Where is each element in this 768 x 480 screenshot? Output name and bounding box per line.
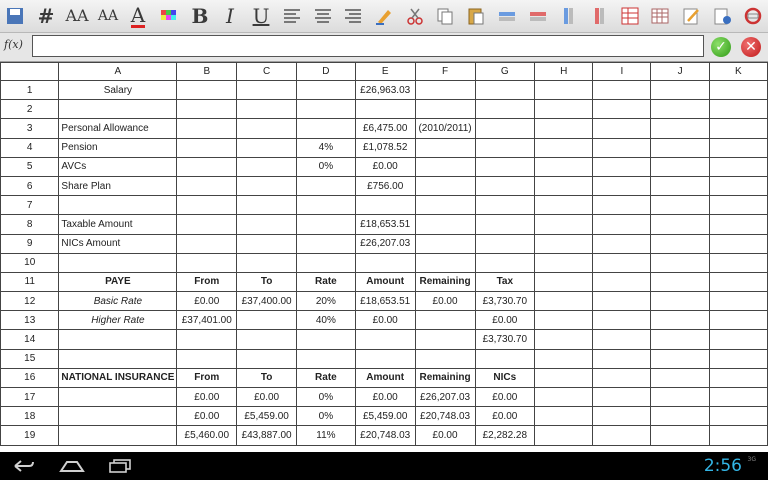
corner-cell[interactable] xyxy=(1,63,59,81)
cell-e19[interactable]: £20,748.03 xyxy=(355,426,415,445)
cell-i5[interactable] xyxy=(593,157,651,176)
row-header[interactable]: 8 xyxy=(1,215,59,234)
cell-f7[interactable] xyxy=(415,196,475,215)
cell-a7[interactable] xyxy=(59,196,177,215)
cell-j18[interactable] xyxy=(651,407,709,426)
cell-i17[interactable] xyxy=(593,388,651,407)
cell-f2[interactable] xyxy=(415,100,475,119)
cell-g10[interactable] xyxy=(475,253,535,272)
row-header[interactable]: 13 xyxy=(1,311,59,330)
cell-fill-color-icon[interactable] xyxy=(156,3,182,29)
row-header[interactable]: 6 xyxy=(1,176,59,195)
cell-e12[interactable]: £18,653.51 xyxy=(355,292,415,311)
cell-i1[interactable] xyxy=(593,81,651,100)
table-row xyxy=(1,330,768,349)
cell-e4[interactable]: £1,078.52 xyxy=(355,138,415,157)
cell-k4[interactable] xyxy=(709,138,767,157)
cell-c5[interactable] xyxy=(237,157,297,176)
column-header-c[interactable]: C xyxy=(237,63,297,81)
cell-f8[interactable] xyxy=(415,215,475,234)
row-header[interactable]: 17 xyxy=(1,388,59,407)
cell-d13[interactable]: 40% xyxy=(297,311,356,330)
column-header-h[interactable]: H xyxy=(535,63,593,81)
cell-j15[interactable] xyxy=(651,349,709,368)
cell-d1[interactable] xyxy=(297,81,356,100)
cell-d12[interactable]: 20% xyxy=(297,292,356,311)
cell-g1[interactable] xyxy=(475,81,535,100)
cell-h15[interactable] xyxy=(535,349,593,368)
cell-i14[interactable] xyxy=(593,330,651,349)
cell-b2[interactable] xyxy=(177,100,237,119)
cell-j2[interactable] xyxy=(651,100,709,119)
accept-check-icon[interactable]: ✓ xyxy=(711,37,731,57)
cell-h13[interactable] xyxy=(535,311,593,330)
cell-h4[interactable] xyxy=(535,138,593,157)
cell-e1[interactable]: £26,963.03 xyxy=(355,81,415,100)
column-header-f[interactable]: F xyxy=(415,63,475,81)
column-header-j[interactable]: J xyxy=(651,63,709,81)
cell-e16[interactable]: Amount xyxy=(355,368,415,387)
row-header[interactable]: 4 xyxy=(1,138,59,157)
align-right-icon[interactable] xyxy=(340,3,366,29)
fx-label: f(x) xyxy=(4,38,23,51)
insert-column-icon[interactable] xyxy=(555,3,581,29)
cell-b8[interactable] xyxy=(177,215,237,234)
row-header[interactable]: 16 xyxy=(1,368,59,387)
cell-c8[interactable] xyxy=(237,215,297,234)
clear-format-icon[interactable] xyxy=(371,3,397,29)
cell-b1[interactable] xyxy=(177,81,237,100)
cell-f6[interactable] xyxy=(415,176,475,195)
cell-j16[interactable] xyxy=(651,368,709,387)
table-row xyxy=(1,119,768,138)
cell-h14[interactable] xyxy=(535,330,593,349)
cell-i13[interactable] xyxy=(593,311,651,330)
cell-e18[interactable]: £5,459.00 xyxy=(355,407,415,426)
cell-j7[interactable] xyxy=(651,196,709,215)
table-row xyxy=(1,253,768,272)
row-header[interactable]: 7 xyxy=(1,196,59,215)
cell-g9[interactable] xyxy=(475,234,535,253)
table-row xyxy=(1,388,768,407)
cell-f10[interactable] xyxy=(415,253,475,272)
cell-i18[interactable] xyxy=(593,407,651,426)
cell-b10[interactable] xyxy=(177,253,237,272)
cell-b11[interactable]: From xyxy=(177,272,237,291)
cell-j6[interactable] xyxy=(651,176,709,195)
cell-g5[interactable] xyxy=(475,157,535,176)
paste-icon[interactable] xyxy=(463,3,489,29)
cell-e3[interactable]: £6,475.00 xyxy=(355,119,415,138)
table-row xyxy=(1,81,768,100)
cell-h18[interactable] xyxy=(535,407,593,426)
cell-k15[interactable] xyxy=(709,349,767,368)
table-row xyxy=(1,349,768,368)
sheet-table xyxy=(0,62,768,446)
cell-d18[interactable]: 0% xyxy=(297,407,356,426)
cell-j13[interactable] xyxy=(651,311,709,330)
cell-a1[interactable]: Salary xyxy=(59,81,177,100)
cell-e7[interactable] xyxy=(355,196,415,215)
cell-h6[interactable] xyxy=(535,176,593,195)
edit-note-icon[interactable] xyxy=(678,3,704,29)
cell-g13[interactable]: £0.00 xyxy=(475,311,535,330)
cell-d10[interactable] xyxy=(297,253,356,272)
cell-c9[interactable] xyxy=(237,234,297,253)
cell-e11[interactable]: Amount xyxy=(355,272,415,291)
cell-f15[interactable] xyxy=(415,349,475,368)
cell-g6[interactable] xyxy=(475,176,535,195)
cell-a9[interactable]: NICs Amount xyxy=(59,234,177,253)
cell-k19[interactable] xyxy=(709,426,767,445)
column-header-row xyxy=(1,63,768,81)
cell-d5[interactable]: 0% xyxy=(297,157,356,176)
column-header-i[interactable]: I xyxy=(593,63,651,81)
italic-icon[interactable]: I xyxy=(226,4,234,28)
borders-icon[interactable] xyxy=(617,3,643,29)
cell-k9[interactable] xyxy=(709,234,767,253)
back-icon[interactable] xyxy=(4,454,44,478)
cell-f14[interactable] xyxy=(415,330,475,349)
row-header[interactable]: 12 xyxy=(1,292,59,311)
cell-c6[interactable] xyxy=(237,176,297,195)
cell-a18[interactable] xyxy=(59,407,177,426)
cell-i8[interactable] xyxy=(593,215,651,234)
column-header-b[interactable]: B xyxy=(177,63,237,81)
cell-c12[interactable]: £37,400.00 xyxy=(237,292,297,311)
cell-i11[interactable] xyxy=(593,272,651,291)
cell-k11[interactable] xyxy=(709,272,767,291)
row-header[interactable]: 9 xyxy=(1,234,59,253)
cell-a17[interactable] xyxy=(59,388,177,407)
cell-a19[interactable] xyxy=(59,426,177,445)
cell-j5[interactable] xyxy=(651,157,709,176)
cell-d6[interactable] xyxy=(297,176,356,195)
table-row xyxy=(1,196,768,215)
cell-b7[interactable] xyxy=(177,196,237,215)
cell-b15[interactable] xyxy=(177,349,237,368)
cell-h12[interactable] xyxy=(535,292,593,311)
cell-f11[interactable]: Remaining xyxy=(415,272,475,291)
cell-c3[interactable] xyxy=(237,119,297,138)
cell-d19[interactable]: 11% xyxy=(297,426,356,445)
cell-b18[interactable]: £0.00 xyxy=(177,407,237,426)
cell-c7[interactable] xyxy=(237,196,297,215)
undo-icon[interactable] xyxy=(740,3,766,29)
font-color-icon[interactable]: A xyxy=(130,2,146,27)
cell-a5[interactable]: AVCs xyxy=(59,157,177,176)
cell-a10[interactable] xyxy=(59,253,177,272)
row-header[interactable]: 10 xyxy=(1,253,59,272)
cell-i2[interactable] xyxy=(593,100,651,119)
cell-k17[interactable] xyxy=(709,388,767,407)
table-row xyxy=(1,215,768,234)
cell-j8[interactable] xyxy=(651,215,709,234)
cell-d7[interactable] xyxy=(297,196,356,215)
align-center-icon[interactable] xyxy=(310,3,336,29)
cell-a3[interactable]: Personal Allowance xyxy=(59,119,177,138)
cell-i7[interactable] xyxy=(593,196,651,215)
cell-e2[interactable] xyxy=(355,100,415,119)
cell-b14[interactable] xyxy=(177,330,237,349)
align-left-icon[interactable] xyxy=(279,3,305,29)
cell-b16[interactable]: From xyxy=(177,368,237,387)
cell-b13[interactable]: £37,401.00 xyxy=(177,311,237,330)
cell-i4[interactable] xyxy=(593,138,651,157)
cell-b3[interactable] xyxy=(177,119,237,138)
row-header[interactable]: 1 xyxy=(1,81,59,100)
cell-e17[interactable]: £0.00 xyxy=(355,388,415,407)
row-header[interactable]: 19 xyxy=(1,426,59,445)
cell-g3[interactable] xyxy=(475,119,535,138)
cell-e8[interactable]: £18,653.51 xyxy=(355,215,415,234)
cell-k5[interactable] xyxy=(709,157,767,176)
cell-k2[interactable] xyxy=(709,100,767,119)
cell-c10[interactable] xyxy=(237,253,297,272)
cell-c4[interactable] xyxy=(237,138,297,157)
cell-a8[interactable]: Taxable Amount xyxy=(59,215,177,234)
cell-h17[interactable] xyxy=(535,388,593,407)
cell-j11[interactable] xyxy=(651,272,709,291)
cell-a2[interactable] xyxy=(59,100,177,119)
bold-icon[interactable]: B xyxy=(191,4,209,28)
cell-f9[interactable] xyxy=(415,234,475,253)
cell-a11[interactable]: PAYE xyxy=(59,272,177,291)
cell-k12[interactable] xyxy=(709,292,767,311)
cell-d11[interactable]: Rate xyxy=(297,272,356,291)
cell-c2[interactable] xyxy=(237,100,297,119)
delete-column-icon[interactable] xyxy=(586,3,612,29)
cell-h8[interactable] xyxy=(535,215,593,234)
cell-g19[interactable]: £2,282.28 xyxy=(475,426,535,445)
cell-d14[interactable] xyxy=(297,330,356,349)
cell-a15[interactable] xyxy=(59,349,177,368)
table-icon[interactable] xyxy=(647,3,673,29)
cell-k16[interactable] xyxy=(709,368,767,387)
cell-h3[interactable] xyxy=(535,119,593,138)
table-row xyxy=(1,138,768,157)
cell-f12[interactable]: £0.00 xyxy=(415,292,475,311)
formula-input[interactable] xyxy=(32,35,704,57)
cell-c19[interactable]: £43,887.00 xyxy=(237,426,297,445)
cell-g2[interactable] xyxy=(475,100,535,119)
cell-e14[interactable] xyxy=(355,330,415,349)
cell-a16[interactable]: NATIONAL INSURANCE xyxy=(59,368,177,387)
cell-j1[interactable] xyxy=(651,81,709,100)
column-header-e[interactable]: E xyxy=(355,63,415,81)
cell-j3[interactable] xyxy=(651,119,709,138)
cell-g8[interactable] xyxy=(475,215,535,234)
cell-c1[interactable] xyxy=(237,81,297,100)
column-header-d[interactable]: D xyxy=(297,63,356,81)
insert-row-icon[interactable] xyxy=(494,3,520,29)
row-header[interactable]: 11 xyxy=(1,272,59,291)
spreadsheet-grid xyxy=(0,62,768,452)
cell-i10[interactable] xyxy=(593,253,651,272)
cell-i6[interactable] xyxy=(593,176,651,195)
cell-c13[interactable] xyxy=(237,311,297,330)
signal-indicator: 3G xyxy=(747,456,756,463)
cell-g11[interactable]: Tax xyxy=(475,272,535,291)
delete-row-icon[interactable] xyxy=(525,3,551,29)
cell-i9[interactable] xyxy=(593,234,651,253)
cell-g16[interactable]: NICs xyxy=(475,368,535,387)
table-row xyxy=(1,272,768,291)
cell-d8[interactable] xyxy=(297,215,356,234)
table-row xyxy=(1,311,768,330)
cell-f5[interactable] xyxy=(415,157,475,176)
cell-e6[interactable]: £756.00 xyxy=(355,176,415,195)
cell-i19[interactable] xyxy=(593,426,651,445)
cell-j4[interactable] xyxy=(651,138,709,157)
cell-f18[interactable]: £20,748.03 xyxy=(415,407,475,426)
cell-a6[interactable]: Share Plan xyxy=(59,176,177,195)
cell-e9[interactable]: £26,207.03 xyxy=(355,234,415,253)
cell-k13[interactable] xyxy=(709,311,767,330)
cell-h16[interactable] xyxy=(535,368,593,387)
table-row xyxy=(1,176,768,195)
cell-h9[interactable] xyxy=(535,234,593,253)
home-icon[interactable] xyxy=(52,454,92,478)
cell-j14[interactable] xyxy=(651,330,709,349)
cell-h10[interactable] xyxy=(535,253,593,272)
clock: 2:56 xyxy=(703,456,742,476)
cell-c17[interactable]: £0.00 xyxy=(237,388,297,407)
font-size-decrease-icon[interactable]: AA xyxy=(97,8,119,24)
cell-j10[interactable] xyxy=(651,253,709,272)
number-format-icon[interactable]: # xyxy=(37,4,55,28)
cell-b6[interactable] xyxy=(177,176,237,195)
cell-h5[interactable] xyxy=(535,157,593,176)
cell-b12[interactable]: £0.00 xyxy=(177,292,237,311)
cell-g14[interactable]: £3,730.70 xyxy=(475,330,535,349)
cell-h2[interactable] xyxy=(535,100,593,119)
android-navigation-bar xyxy=(0,452,768,480)
cell-i3[interactable] xyxy=(593,119,651,138)
cell-k3[interactable] xyxy=(709,119,767,138)
row-header[interactable]: 2 xyxy=(1,100,59,119)
cell-d9[interactable] xyxy=(297,234,356,253)
cell-d3[interactable] xyxy=(297,119,356,138)
column-header-g[interactable]: G xyxy=(475,63,535,81)
cell-f17[interactable]: £26,207.03 xyxy=(415,388,475,407)
cell-e5[interactable]: £0.00 xyxy=(355,157,415,176)
save-icon[interactable] xyxy=(2,3,28,29)
cell-d15[interactable] xyxy=(297,349,356,368)
cell-b9[interactable] xyxy=(177,234,237,253)
cell-g7[interactable] xyxy=(475,196,535,215)
table-row xyxy=(1,234,768,253)
column-header-k[interactable]: K xyxy=(709,63,767,81)
row-header[interactable]: 18 xyxy=(1,407,59,426)
cell-b5[interactable] xyxy=(177,157,237,176)
font-size-increase-icon[interactable]: AA xyxy=(65,6,89,25)
cell-b4[interactable] xyxy=(177,138,237,157)
cell-e13[interactable]: £0.00 xyxy=(355,311,415,330)
export-icon[interactable] xyxy=(709,3,735,29)
cell-d16[interactable]: Rate xyxy=(297,368,356,387)
cell-i16[interactable] xyxy=(593,368,651,387)
cell-a4[interactable]: Pension xyxy=(59,138,177,157)
cell-j12[interactable] xyxy=(651,292,709,311)
cell-g15[interactable] xyxy=(475,349,535,368)
cell-b19[interactable]: £5,460.00 xyxy=(177,426,237,445)
cell-h1[interactable] xyxy=(535,81,593,100)
cell-i12[interactable] xyxy=(593,292,651,311)
cell-g17[interactable]: £0.00 xyxy=(475,388,535,407)
cell-f4[interactable] xyxy=(415,138,475,157)
cancel-x-icon[interactable]: ✕ xyxy=(741,37,761,57)
cell-g18[interactable]: £0.00 xyxy=(475,407,535,426)
cell-j17[interactable] xyxy=(651,388,709,407)
cell-c15[interactable] xyxy=(237,349,297,368)
table-row xyxy=(1,292,768,311)
cell-k7[interactable] xyxy=(709,196,767,215)
cell-f3[interactable]: (2010/2011) xyxy=(415,119,475,138)
cell-i15[interactable] xyxy=(593,349,651,368)
cell-f13[interactable] xyxy=(415,311,475,330)
cell-b17[interactable]: £0.00 xyxy=(177,388,237,407)
row-header[interactable]: 14 xyxy=(1,330,59,349)
cell-e15[interactable] xyxy=(355,349,415,368)
cut-icon[interactable] xyxy=(402,3,428,29)
cell-c16[interactable]: To xyxy=(237,368,297,387)
cell-a12[interactable]: Basic Rate xyxy=(59,292,177,311)
cell-a13[interactable]: Higher Rate xyxy=(59,311,177,330)
table-row xyxy=(1,426,768,445)
cell-k6[interactable] xyxy=(709,176,767,195)
cell-g12[interactable]: £3,730.70 xyxy=(475,292,535,311)
cell-f19[interactable]: £0.00 xyxy=(415,426,475,445)
cell-h7[interactable] xyxy=(535,196,593,215)
cell-c18[interactable]: £5,459.00 xyxy=(237,407,297,426)
cell-k10[interactable] xyxy=(709,253,767,272)
table-row xyxy=(1,407,768,426)
cell-f1[interactable] xyxy=(415,81,475,100)
cell-h19[interactable] xyxy=(535,426,593,445)
cell-e10[interactable] xyxy=(355,253,415,272)
recent-apps-icon[interactable] xyxy=(100,454,140,478)
cell-k8[interactable] xyxy=(709,215,767,234)
cell-c14[interactable] xyxy=(237,330,297,349)
copy-icon[interactable] xyxy=(432,3,458,29)
cell-k1[interactable] xyxy=(709,81,767,100)
cell-j9[interactable] xyxy=(651,234,709,253)
table-row xyxy=(1,368,768,387)
row-header[interactable]: 5 xyxy=(1,157,59,176)
cell-j19[interactable] xyxy=(651,426,709,445)
cell-c11[interactable]: To xyxy=(237,272,297,291)
table-row xyxy=(1,157,768,176)
column-header-a[interactable]: A xyxy=(59,63,177,81)
row-header[interactable]: 3 xyxy=(1,119,59,138)
cell-d4[interactable]: 4% xyxy=(297,138,356,157)
table-row xyxy=(1,100,768,119)
underline-icon[interactable]: U xyxy=(252,4,270,28)
toolbar xyxy=(0,0,768,33)
formula-bar xyxy=(0,33,768,62)
row-header[interactable]: 15 xyxy=(1,349,59,368)
cell-k14[interactable] xyxy=(709,330,767,349)
cell-d2[interactable] xyxy=(297,100,356,119)
cell-a14[interactable] xyxy=(59,330,177,349)
cell-k18[interactable] xyxy=(709,407,767,426)
cell-h11[interactable] xyxy=(535,272,593,291)
cell-d17[interactable]: 0% xyxy=(297,388,356,407)
cell-f16[interactable]: Remaining xyxy=(415,368,475,387)
cell-g4[interactable] xyxy=(475,138,535,157)
